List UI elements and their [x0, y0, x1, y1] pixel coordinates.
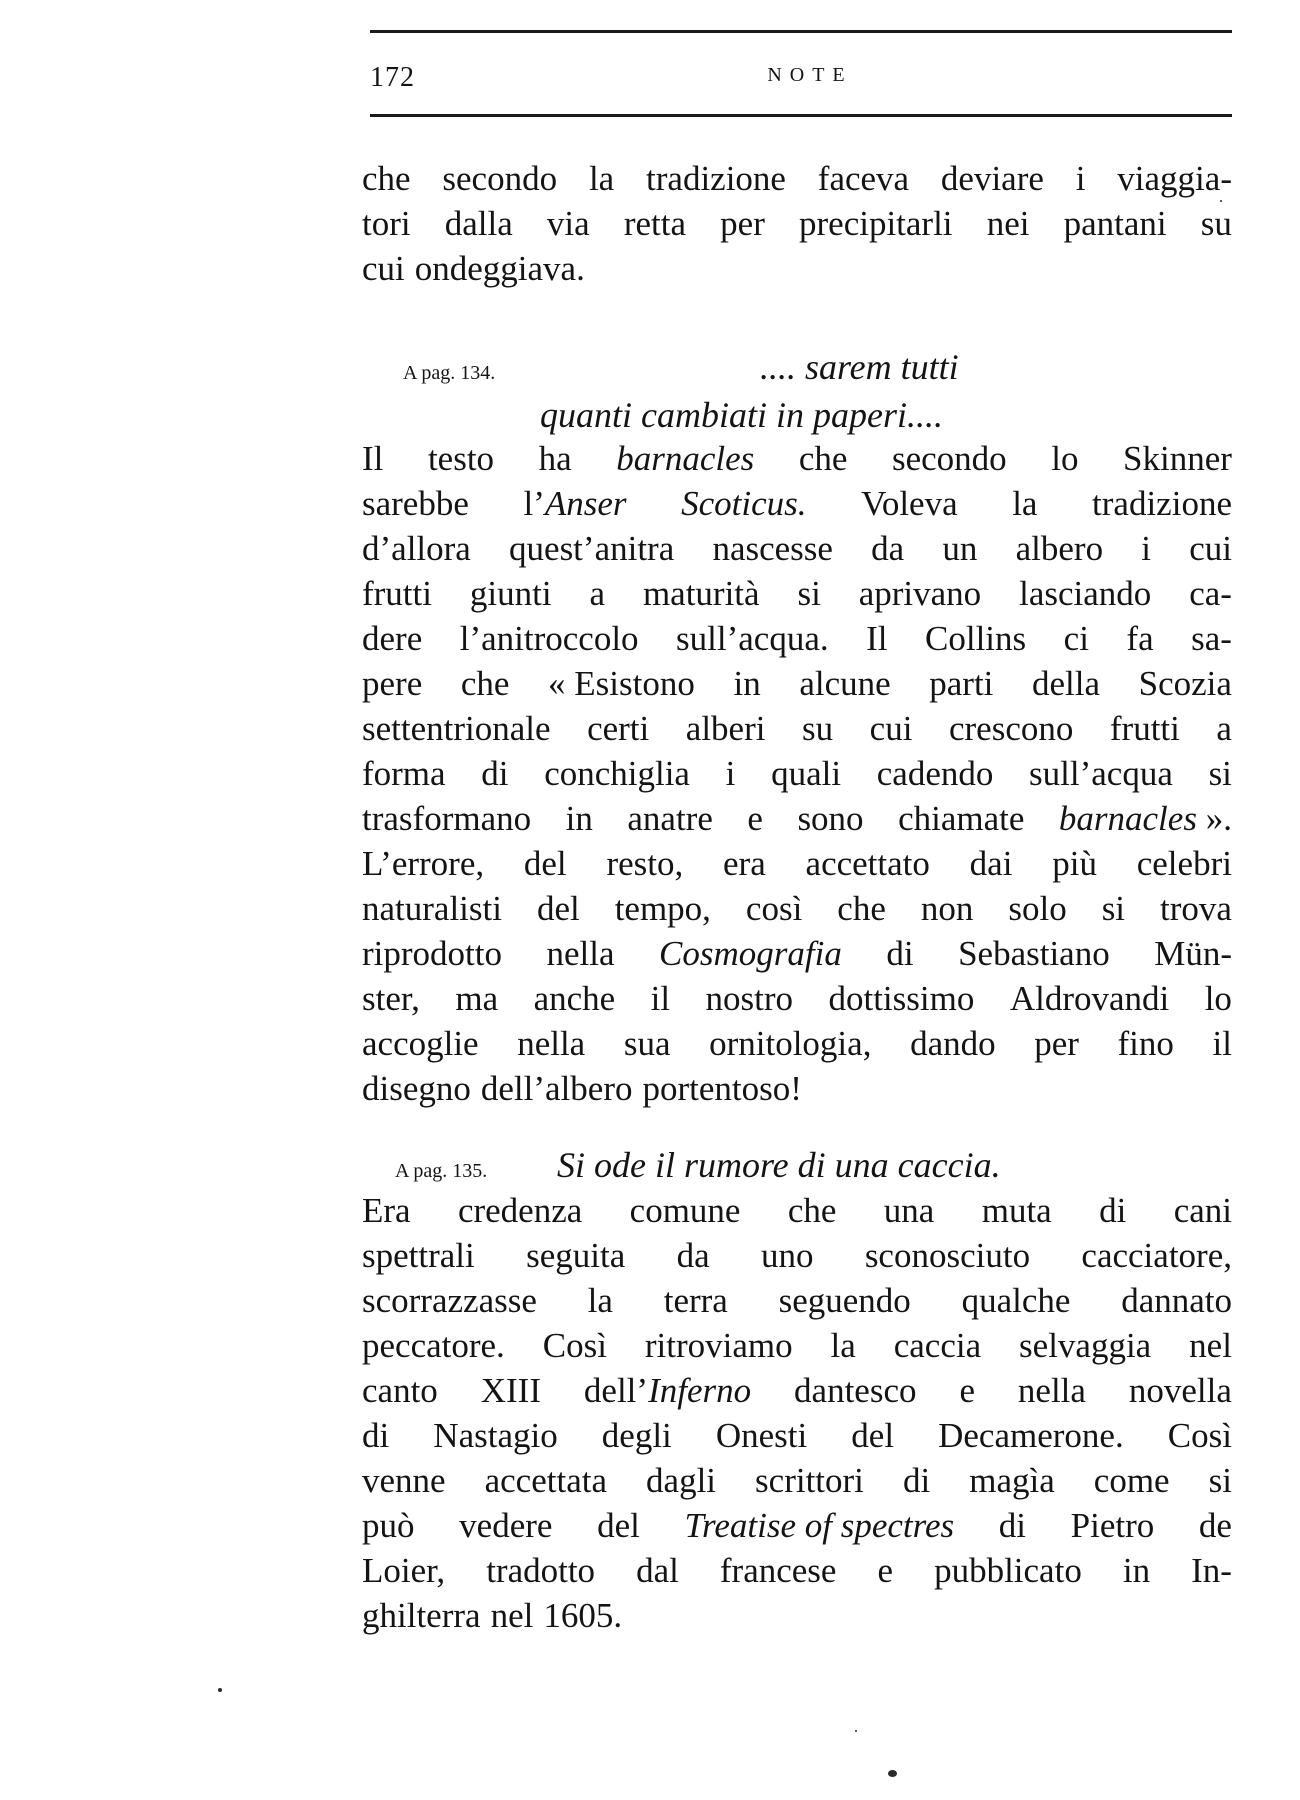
word: il [1212, 1024, 1232, 1063]
word: ha [538, 439, 572, 478]
word: ci [1063, 619, 1089, 658]
word: « Esistono [548, 664, 695, 703]
word: dannato [1121, 1281, 1232, 1320]
word: Collins [925, 619, 1027, 658]
word: sull’acqua. [676, 619, 829, 658]
word: Scoticus. [681, 484, 807, 523]
word: credenza [457, 1191, 583, 1230]
word: di [1099, 1191, 1127, 1230]
word: Era [362, 1191, 411, 1230]
note2-line-1 [362, 1188, 1232, 1233]
word: conchiglia [544, 754, 690, 793]
word: sua [623, 1024, 671, 1063]
word: dando [910, 1024, 996, 1063]
word: Aldrovandi [1009, 979, 1170, 1018]
word: dottissimo [828, 979, 975, 1018]
word: quali [771, 754, 842, 793]
ink-speck [855, 1730, 857, 1732]
word: caccia [893, 1326, 982, 1365]
word: spettrali [362, 1236, 475, 1275]
word: nella [546, 934, 615, 973]
word: via [546, 204, 590, 243]
word: in [565, 799, 593, 838]
word: crescono [948, 709, 1074, 748]
word: sono [797, 799, 864, 838]
word: frutti [1109, 709, 1180, 748]
word: muta [981, 1191, 1052, 1230]
note1-line-12 [362, 931, 1232, 976]
note-quote-135: Si ode il rumore di una caccia. [557, 1145, 1001, 1185]
word: albero [1015, 529, 1104, 568]
word: la [588, 159, 615, 198]
header-rule-top [370, 30, 1232, 33]
word: qualche [961, 1281, 1071, 1320]
word: era [723, 844, 766, 883]
word: terra [663, 1281, 728, 1320]
note-quote-134-line2: quanti cambiati in paperi.... [540, 395, 943, 435]
word: cadendo [876, 754, 994, 793]
word: canto [362, 1371, 438, 1410]
word: dere [362, 619, 423, 658]
word: dell’Inferno [583, 1371, 752, 1410]
word: da [871, 529, 905, 568]
word: secondo [891, 439, 1007, 478]
word: novella [1128, 1371, 1232, 1410]
word: tradizione [646, 159, 786, 198]
word: disegno [362, 1069, 471, 1108]
word: venne [362, 1461, 446, 1500]
word: del [597, 1506, 640, 1545]
word: L’errore, [362, 844, 485, 883]
note1-line-3 [362, 526, 1232, 571]
word: nella [517, 1024, 586, 1063]
word: pubblicato [934, 1551, 1082, 1590]
word: cui [362, 249, 405, 288]
word: in [1122, 1551, 1151, 1590]
word: faceva [817, 159, 910, 198]
word: del [536, 889, 580, 928]
word: pantani [1063, 204, 1167, 243]
word: scorrazzasse [362, 1281, 537, 1320]
word: Mün- [1154, 934, 1232, 973]
word: lasciando [1019, 574, 1152, 613]
word: dai [969, 844, 1013, 883]
word: selvaggia [1019, 1326, 1152, 1365]
word: testo [427, 439, 495, 478]
word: più [1052, 844, 1097, 883]
note1-line-6 [362, 661, 1232, 706]
word: e [877, 1551, 894, 1590]
word: Il [362, 439, 384, 478]
note-135-paragraph [362, 1188, 1232, 1638]
note2-line-10 [362, 1593, 1232, 1638]
word: frutti [362, 574, 432, 613]
word: riprodotto [362, 934, 502, 973]
word: anche [533, 979, 616, 1018]
word: da [676, 1236, 710, 1275]
word: la [830, 1326, 856, 1365]
intro-paragraph [362, 156, 1232, 291]
word: precipitarli [799, 204, 953, 243]
word: di [886, 934, 914, 973]
word: la [1012, 484, 1038, 523]
word: nei [986, 204, 1030, 243]
word: i [725, 754, 736, 793]
note1-line-1 [362, 436, 1232, 481]
note1-line-13 [362, 976, 1232, 1021]
word: per [1034, 1024, 1079, 1063]
word: sconosciuto [864, 1236, 1031, 1275]
note1-line-14 [362, 1021, 1232, 1066]
intro-line-2 [362, 201, 1232, 246]
ink-speck [888, 1770, 897, 1777]
word: XIII [480, 1371, 541, 1410]
word: portentoso! [642, 1069, 802, 1108]
word: dagli [646, 1461, 717, 1500]
running-head: NOTE [767, 64, 853, 86]
word: i [1141, 529, 1152, 568]
word: giunti [469, 574, 552, 613]
note-ref-135: A pag. 135. [395, 1160, 488, 1182]
word: che [837, 889, 886, 928]
word: di [998, 1506, 1026, 1545]
word: a [1216, 709, 1232, 748]
word: su [802, 709, 834, 748]
word: l’Anser [523, 484, 627, 523]
word: come [1093, 1461, 1170, 1500]
word: Così [542, 1326, 607, 1365]
word: Il [866, 619, 888, 658]
intro-line-3 [362, 246, 1232, 291]
word: tradizione [1092, 484, 1232, 523]
word: una [883, 1191, 935, 1230]
word: barnacles [616, 439, 755, 478]
word: Decamerone. [938, 1416, 1124, 1455]
word: i [1075, 159, 1086, 198]
word: della [1032, 664, 1101, 703]
note1-line-10 [362, 841, 1232, 886]
word: certi [587, 709, 650, 748]
note2-line-3 [362, 1278, 1232, 1323]
word: secondo [442, 159, 558, 198]
word: dantesco [794, 1371, 917, 1410]
word: 1605. [543, 1596, 623, 1635]
word: comune [629, 1191, 741, 1230]
word: francese [719, 1551, 837, 1590]
word: aprivano [858, 574, 982, 613]
word: settentrionale [362, 709, 551, 748]
word: lo [1204, 979, 1232, 1018]
word: trova [1160, 889, 1232, 928]
word: Sebastiano [958, 934, 1110, 973]
word: In- [1191, 1551, 1232, 1590]
word: deviare [940, 159, 1044, 198]
word: si [1101, 889, 1126, 928]
word: e [747, 799, 763, 838]
word: Nastagio [433, 1416, 558, 1455]
word: sull’acqua [1029, 754, 1173, 793]
word: Scozia [1138, 664, 1232, 703]
word: fa [1126, 619, 1154, 658]
word: la [587, 1281, 613, 1320]
note2-line-4 [362, 1323, 1232, 1368]
note1-line-4 [362, 571, 1232, 616]
word: resto, [606, 844, 684, 883]
word: ritroviamo [644, 1326, 793, 1365]
word: chiamate [898, 799, 1025, 838]
word: forma [362, 754, 446, 793]
note2-line-8 [362, 1503, 1232, 1548]
word: seguendo [778, 1281, 911, 1320]
word: ghilterra [362, 1596, 481, 1635]
word: si [797, 574, 821, 613]
note-ref-134: A pag. 134. [403, 362, 496, 384]
note2-line-6 [362, 1413, 1232, 1458]
word: degli [601, 1416, 672, 1455]
word: ma [455, 979, 499, 1018]
word: non [920, 889, 974, 928]
word: su [1200, 204, 1232, 243]
word: seguita [526, 1236, 626, 1275]
word: dalla [444, 204, 513, 243]
word: solo [1008, 889, 1067, 928]
word: nel [1189, 1326, 1232, 1365]
word: cacciatore, [1081, 1236, 1232, 1275]
word: magìa [969, 1461, 1055, 1500]
word: de [1198, 1506, 1232, 1545]
note1-line-11 [362, 886, 1232, 931]
word: accoglie [362, 1024, 479, 1063]
word: che [787, 1191, 837, 1230]
word: d’allora [362, 529, 471, 568]
word: cui [1189, 529, 1232, 568]
note-134-paragraph [362, 436, 1232, 1111]
word: alcune [799, 664, 891, 703]
header-rule-bottom [370, 114, 1232, 117]
word: dell’albero [480, 1069, 633, 1108]
page-number: 172 [370, 62, 415, 93]
note2-line-2 [362, 1233, 1232, 1278]
word: Cosmografia [659, 934, 842, 973]
word: che [798, 439, 848, 478]
word: nella [1017, 1371, 1086, 1410]
word: sarebbe [362, 484, 469, 523]
note1-line-2 [362, 481, 1232, 526]
word: il [650, 979, 671, 1018]
word: Voleva [861, 484, 958, 523]
word: accettata [484, 1461, 607, 1500]
word: quest’anitra [509, 529, 675, 568]
word: del [851, 1416, 895, 1455]
word: che [460, 664, 510, 703]
word: maturità [642, 574, 760, 613]
intro-line-1 [362, 156, 1232, 201]
word: ornitologia, [709, 1024, 872, 1063]
word: trasformano [362, 799, 532, 838]
note2-line-9 [362, 1548, 1232, 1593]
word: così [745, 889, 803, 928]
word: un [942, 529, 978, 568]
word: ca- [1189, 574, 1232, 613]
word: nostro [705, 979, 794, 1018]
word: tori [362, 204, 411, 243]
word: di [481, 754, 509, 793]
word: del [523, 844, 567, 883]
word: Onesti [715, 1416, 808, 1455]
note1-line-15 [362, 1066, 1232, 1111]
word: vedere [459, 1506, 553, 1545]
word: Loier, [362, 1551, 446, 1590]
word: ondeggiava. [414, 249, 585, 288]
note1-line-9 [362, 796, 1232, 841]
word: di [902, 1461, 931, 1500]
word: Treatise of spectres [684, 1506, 955, 1545]
word: nascesse [712, 529, 833, 568]
word: l’anitroccolo [459, 619, 639, 658]
note2-line-7 [362, 1458, 1232, 1503]
word: sa- [1191, 619, 1232, 658]
word: scrittori [755, 1461, 864, 1500]
ink-speck [1220, 200, 1222, 202]
word: si [1208, 1461, 1232, 1500]
word: Skinner [1123, 439, 1232, 478]
note2-line-5 [362, 1368, 1232, 1413]
word: alberi [685, 709, 766, 748]
word: parti [929, 664, 994, 703]
word: uno [760, 1236, 814, 1275]
word: lo [1051, 439, 1079, 478]
word: può [362, 1506, 415, 1545]
ink-speck [218, 1688, 222, 1692]
word: cui [869, 709, 913, 748]
word: e [959, 1371, 975, 1410]
word: naturalisti [362, 889, 502, 928]
word: fino [1117, 1024, 1174, 1063]
word: tradotto [486, 1551, 596, 1590]
word: nel [490, 1596, 534, 1635]
word: celebri [1136, 844, 1232, 883]
word: barnacles ». [1058, 799, 1232, 838]
word: che [362, 159, 411, 198]
note1-line-5 [362, 616, 1232, 661]
word: Pietro [1070, 1506, 1155, 1545]
note-quote-134-line1: .... sarem tutti [760, 347, 959, 387]
word: retta [623, 204, 687, 243]
word: viaggia- [1117, 159, 1232, 198]
word: pere [362, 664, 423, 703]
note1-line-8 [362, 751, 1232, 796]
word: in [733, 664, 761, 703]
word: di [362, 1416, 390, 1455]
note1-line-7 [362, 706, 1232, 751]
word: anatre [627, 799, 713, 838]
word: accettato [805, 844, 930, 883]
word: dal [636, 1551, 679, 1590]
word: per [720, 204, 765, 243]
word: a [589, 574, 606, 613]
word: tempo, [614, 889, 711, 928]
word: cani [1173, 1191, 1232, 1230]
word: ster, [362, 979, 420, 1018]
word: Così [1167, 1416, 1232, 1455]
word: si [1208, 754, 1232, 793]
word: peccatore. [362, 1326, 505, 1365]
